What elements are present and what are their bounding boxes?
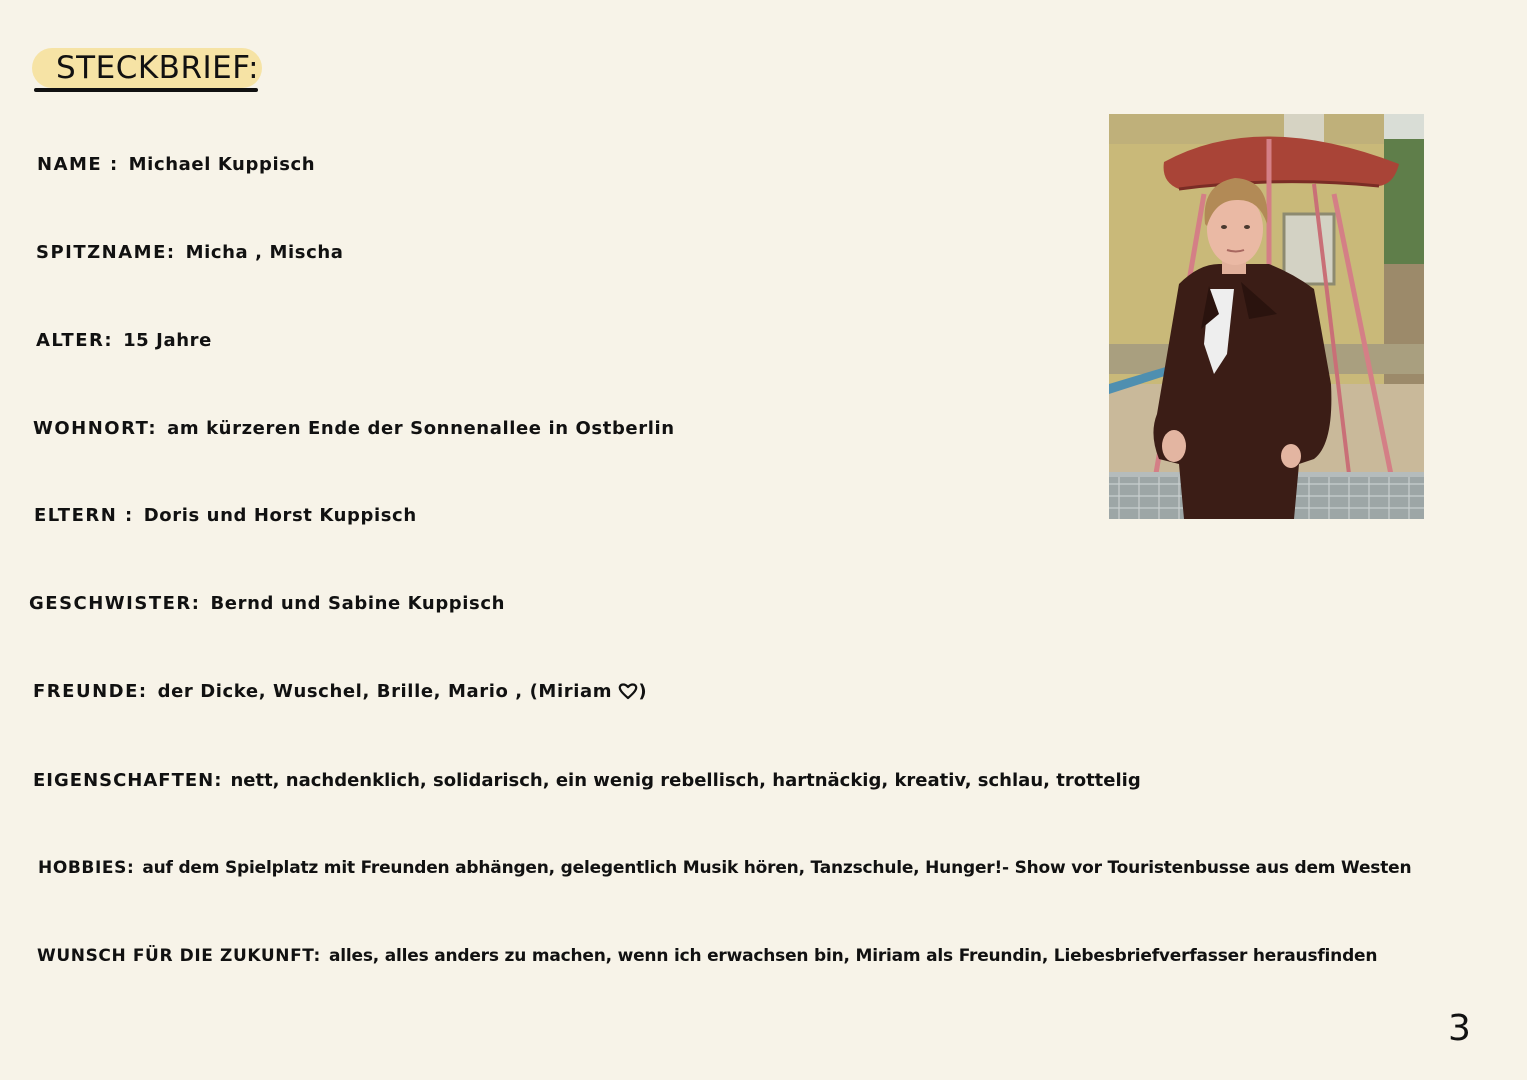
page-number: 3 — [1448, 1008, 1471, 1049]
portrait-photo — [1109, 114, 1424, 519]
parents-label: ELTERN : — [34, 505, 134, 526]
traits-label: EIGENSCHAFTEN: — [33, 770, 223, 791]
title-block — [32, 46, 264, 96]
friends-label: FREUNDE: — [33, 681, 148, 702]
parents-row — [34, 504, 417, 528]
hobbies-row — [38, 856, 1411, 880]
residence-value: am kürzeren Ende der Sonnenallee in Ostberlin — [167, 418, 675, 439]
friends-value-end: ) — [638, 681, 648, 702]
name-row — [37, 153, 315, 177]
friends-value: der Dicke, Wuschel, Brille, Mario , (Miriam — [157, 681, 613, 702]
friends-row — [33, 680, 647, 704]
page-title: STECKBRIEF: — [56, 50, 260, 86]
siblings-row — [29, 592, 505, 616]
parents-value: Doris und Horst Kuppisch — [143, 505, 417, 526]
age-value: 15 Jahre — [123, 330, 212, 351]
nickname-value: Micha , Mischa — [185, 242, 344, 263]
traits-row — [33, 769, 1141, 793]
traits-value: nett, nachdenklich, solidarisch, ein wenig rebellisch, hartnäckig, kreativ, schlau, trottelig — [230, 770, 1141, 791]
portrait-illustration — [1109, 114, 1424, 519]
hobbies-value: auf dem Spielplatz mit Freunden abhängen, gelegentlich Musik hören, Tanzschule, Hunger!- Show vor Touristenbusse aus dem Westen — [142, 858, 1412, 878]
age-label: ALTER: — [36, 330, 114, 351]
wish-label: WUNSCH FÜR DIE ZUKUNFT: — [37, 946, 321, 966]
nickname-row — [36, 241, 344, 265]
name-label: NAME : — [37, 154, 119, 175]
siblings-value: Bernd und Sabine Kuppisch — [210, 593, 506, 614]
heart-icon — [618, 682, 638, 700]
wish-value: alles, alles anders zu machen, wenn ich erwachsen bin, Miriam als Freundin, Liebesbriefverfasser herausfinden — [328, 946, 1378, 966]
siblings-label: GESCHWISTER: — [29, 593, 201, 614]
residence-label: WOHNORT: — [33, 418, 158, 439]
wish-row — [37, 944, 1377, 968]
title-underline — [34, 88, 258, 92]
nickname-label: SPITZNAME: — [36, 242, 176, 263]
residence-row — [33, 417, 675, 441]
name-value: Michael Kuppisch — [128, 154, 316, 175]
hobbies-label: HOBBIES: — [38, 858, 135, 878]
age-row — [36, 329, 212, 353]
